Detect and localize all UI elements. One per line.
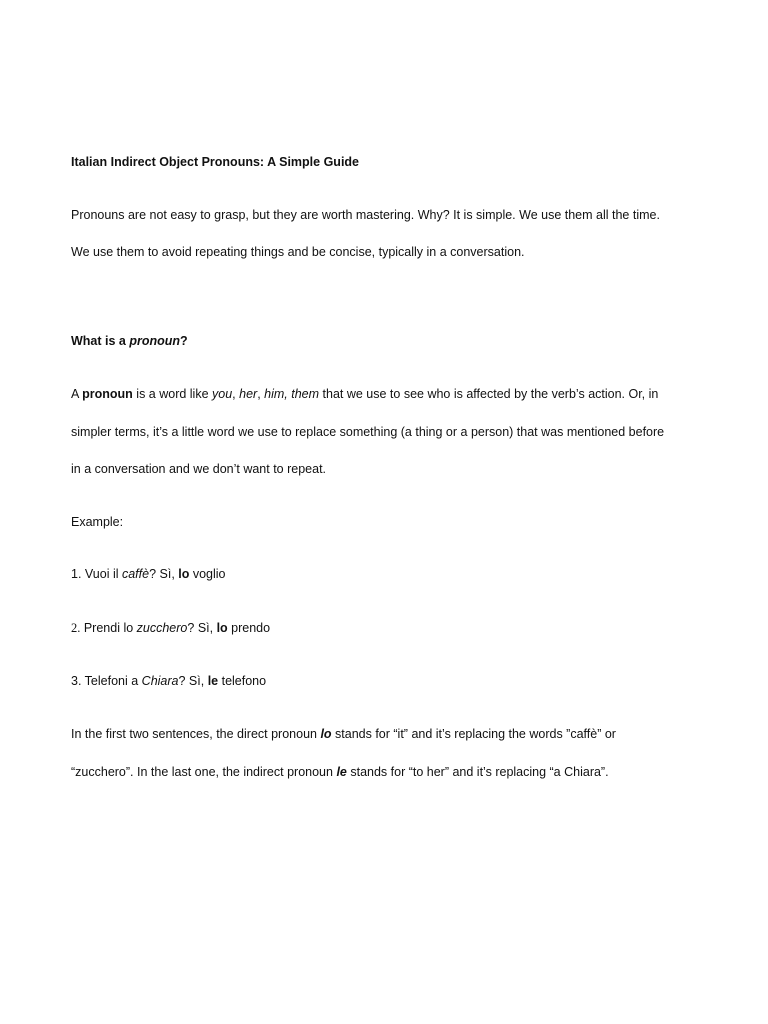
definition-line-2: simpler terms, it’s a little word we use to replace something (a thing or a person) that was mentioned before (71, 425, 665, 439)
section-heading (71, 333, 188, 349)
conclusion-pronoun: lo (320, 727, 332, 741)
conclusion-pronoun: le (336, 765, 347, 779)
def-example-her: her (239, 387, 258, 401)
conclusion-text: stands for “to her” and it’s replacing “a Chiara”. (346, 765, 609, 779)
example-item-2 (71, 620, 270, 636)
def-text: is a word like (132, 387, 213, 401)
document-title: Italian Indirect Object Pronouns: A Simple Guide (71, 155, 360, 169)
def-example-him-them: him, them (264, 387, 320, 401)
example-noun: Chiara (141, 674, 179, 688)
example-number: 3. (71, 674, 82, 688)
example-noun: caffè (121, 567, 150, 581)
example-text: ? Sì, (187, 621, 217, 635)
example-text: voglio (189, 567, 226, 581)
example-text: Telefoni a (81, 674, 142, 688)
example-pronoun: le (207, 674, 219, 688)
def-example-you: you (212, 387, 233, 401)
heading-term: pronoun (129, 334, 181, 348)
definition-line-1 (71, 386, 658, 402)
def-text: , (257, 387, 265, 401)
example-pronoun: lo (178, 567, 190, 581)
conclusion-line-2 (71, 764, 609, 780)
conclusion-text: stands for “it” and it’s replacing the words ”caffè” or (331, 727, 616, 741)
def-text: that we use to see who is affected by the verb’s action. Or, in (319, 387, 659, 401)
example-item-1 (71, 566, 226, 582)
intro-line-2: We use them to avoid repeating things and be concise, typically in a conversation. (71, 245, 525, 259)
heading-prefix: What is a (71, 334, 130, 348)
def-text: , (232, 387, 240, 401)
intro-line-1: Pronouns are not easy to grasp, but they are worth mastering. Why? It is simple. We use them all the time. (71, 208, 660, 222)
example-text: telefono (218, 674, 267, 688)
example-text: Vuoi il (81, 567, 122, 581)
example-number: 1. (71, 567, 82, 581)
example-text: ? Sì, (178, 674, 208, 688)
example-text: ? Sì, (149, 567, 179, 581)
conclusion-text: In the first two sentences, the direct pronoun (71, 727, 321, 741)
example-noun: zucchero (136, 621, 188, 635)
heading-suffix: ? (180, 334, 188, 348)
example-text: prendo (227, 621, 271, 635)
def-text: A (71, 387, 83, 401)
example-text: Prendi lo (80, 621, 137, 635)
def-term-pronoun: pronoun (82, 387, 133, 401)
example-item-3 (71, 673, 266, 689)
definition-line-3: in a conversation and we don’t want to repeat. (71, 462, 327, 476)
conclusion-text: “zucchero”. In the last one, the indirect pronoun (71, 765, 337, 779)
example-number: 2. (71, 621, 81, 635)
example-label: Example: (71, 515, 124, 529)
conclusion-line-1 (71, 726, 616, 742)
example-pronoun: lo (216, 621, 228, 635)
